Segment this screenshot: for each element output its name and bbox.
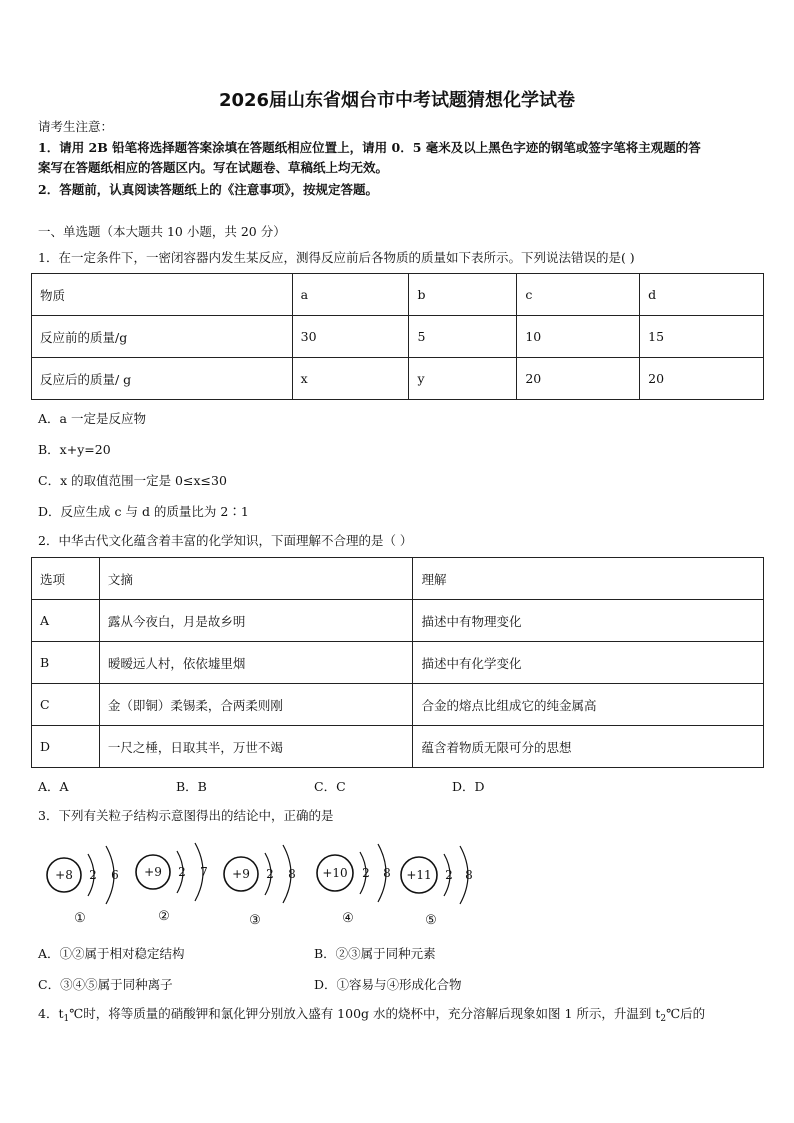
q4-text-3: ℃后的 <box>666 1006 706 1021</box>
table-cell: 暧暧远人村，依依墟里烟 <box>99 642 413 684</box>
atom-diagram-2 <box>136 843 208 924</box>
table-cell: 30 <box>292 316 409 358</box>
q2-option-a: A．A <box>38 779 69 794</box>
table-cell: b <box>409 274 517 316</box>
q2-option-c: C．C <box>314 779 346 794</box>
notice-line-1: 1．请用 2B 铅笔将选择题答案涂填在答题纸相应位置上，请用 0．5 毫米及以上黑色字迹的钢笔或签字笔将主观题的答 <box>38 140 701 155</box>
table-cell: 20 <box>517 358 640 400</box>
diagram-label: ① <box>74 911 86 926</box>
q3-option-c: C．③④⑤属于同种离子 <box>38 977 173 992</box>
table-cell: 5 <box>409 316 517 358</box>
q1-stem: 1．在一定条件下，一密闭容器内发生某反应，测得反应前后各物质的质量如下表所示。下列说法错误的是( ) <box>38 250 635 265</box>
table-row <box>32 358 764 400</box>
q3-option-a: A．①②属于相对稳定结构 <box>38 946 185 961</box>
table-cell: 15 <box>640 316 764 358</box>
table-cell: d <box>640 274 764 316</box>
table-row <box>32 684 764 726</box>
table-cell: 露从今夜白，月是故乡明 <box>99 600 413 642</box>
page-title: 2026届山东省烟台市中考试题猜想化学试卷 <box>218 90 576 111</box>
q3-stem: 3．下列有关粒子结构示意图得出的结论中，正确的是 <box>38 808 334 823</box>
atom-diagram-3 <box>224 845 296 928</box>
shell-electrons: 7 <box>200 865 208 879</box>
table-cell: c <box>517 274 640 316</box>
table-cell: B <box>32 642 100 684</box>
shell-electrons: 2 <box>266 867 274 881</box>
table-row <box>32 726 764 768</box>
shell-electrons: 2 <box>89 868 97 882</box>
shell-electrons: 6 <box>111 868 119 882</box>
q2-option-b: B．B <box>176 779 207 794</box>
shell-electrons: 8 <box>465 868 473 882</box>
table-cell: y <box>409 358 517 400</box>
q2-table <box>31 557 764 768</box>
shell-electrons: 2 <box>362 866 370 880</box>
table-cell: A <box>32 600 100 642</box>
q4-subscript-1: 1 <box>63 1014 70 1024</box>
table-cell: 金（即铜）柔锡柔，合两柔则刚 <box>99 684 413 726</box>
q1-option-c: C．x 的取值范围一定是 0≤x≤30 <box>38 473 227 488</box>
q1-option-b: B．x+y=20 <box>38 442 111 457</box>
table-cell: a <box>292 274 409 316</box>
table-cell: D <box>32 726 100 768</box>
atom-diagram-5 <box>401 846 473 928</box>
table-cell: 物质 <box>32 274 293 316</box>
q1-option-d: D．反应生成 c 与 d 的质量比为 2∶1 <box>38 504 249 519</box>
atom-diagram-4 <box>317 844 391 926</box>
diagram-label: ③ <box>249 913 261 928</box>
q3-option-b: B．②③属于同种元素 <box>314 946 436 961</box>
nucleus-charge: +9 <box>232 867 250 881</box>
q2-option-d: D．D <box>452 779 485 794</box>
shell-electrons: 2 <box>178 865 186 879</box>
table-cell: C <box>32 684 100 726</box>
table-cell: 20 <box>640 358 764 400</box>
q2-stem: 2．中华古代文化蕴含着丰富的化学知识，下面理解不合理的是（ ） <box>38 533 413 548</box>
table-cell: 选项 <box>32 558 100 600</box>
nucleus-charge: +9 <box>144 865 162 879</box>
table-cell: x <box>292 358 409 400</box>
notice-heading: 请考生注意： <box>38 119 114 134</box>
table-cell: 反应前的质量/g <box>32 316 293 358</box>
table-cell: 文摘 <box>99 558 413 600</box>
table-row <box>32 642 764 684</box>
table-cell: 一尺之棰，日取其半，万世不竭 <box>99 726 413 768</box>
q3-option-d: D．①容易与④形成化合物 <box>314 977 462 992</box>
table-cell: 理解 <box>413 558 764 600</box>
diagram-label: ⑤ <box>425 913 437 928</box>
table-row <box>32 316 764 358</box>
table-cell: 10 <box>517 316 640 358</box>
section-heading: 一、单选题（本大题共 10 小题，共 20 分） <box>38 224 286 239</box>
table-cell: 描述中有物理变化 <box>413 600 764 642</box>
diagram-label: ② <box>158 909 170 924</box>
notice-line-1b: 案写在答题纸相应的答题区内。写在试题卷、草稿纸上均无效。 <box>38 160 389 175</box>
q4-text-1: 4．t <box>38 1006 64 1021</box>
nucleus-charge: +10 <box>322 866 348 880</box>
table-row <box>32 274 764 316</box>
nucleus-charge: +11 <box>406 868 432 882</box>
q4-subscript-2: 2 <box>660 1014 667 1024</box>
shell-electrons: 8 <box>288 867 296 881</box>
q1-option-a: A．a 一定是反应物 <box>38 411 146 426</box>
nucleus-charge: +8 <box>55 868 73 882</box>
q4-text-2: ℃时，将等质量的硝酸钾和氯化钾分别放入盛有 100g 水的烧杯中，充分溶解后现象如图 1 所示，升温到 t <box>69 1006 661 1021</box>
table-cell: 合金的熔点比组成它的纯金属高 <box>413 684 764 726</box>
table-row <box>32 600 764 642</box>
atom-structure-diagrams <box>40 838 480 930</box>
table-cell: 反应后的质量/ g <box>32 358 293 400</box>
q4-stem <box>38 1006 705 1027</box>
table-cell: 蕴含着物质无限可分的思想 <box>413 726 764 768</box>
atom-diagram-1 <box>47 846 119 926</box>
q1-table <box>31 273 764 400</box>
shell-electrons: 8 <box>383 866 391 880</box>
table-row <box>32 558 764 600</box>
shell-electrons: 2 <box>445 868 453 882</box>
notice-line-2: 2．答题前，认真阅读答题纸上的《注意事项》，按规定答题。 <box>38 182 378 197</box>
diagram-label: ④ <box>342 911 354 926</box>
table-cell: 描述中有化学变化 <box>413 642 764 684</box>
